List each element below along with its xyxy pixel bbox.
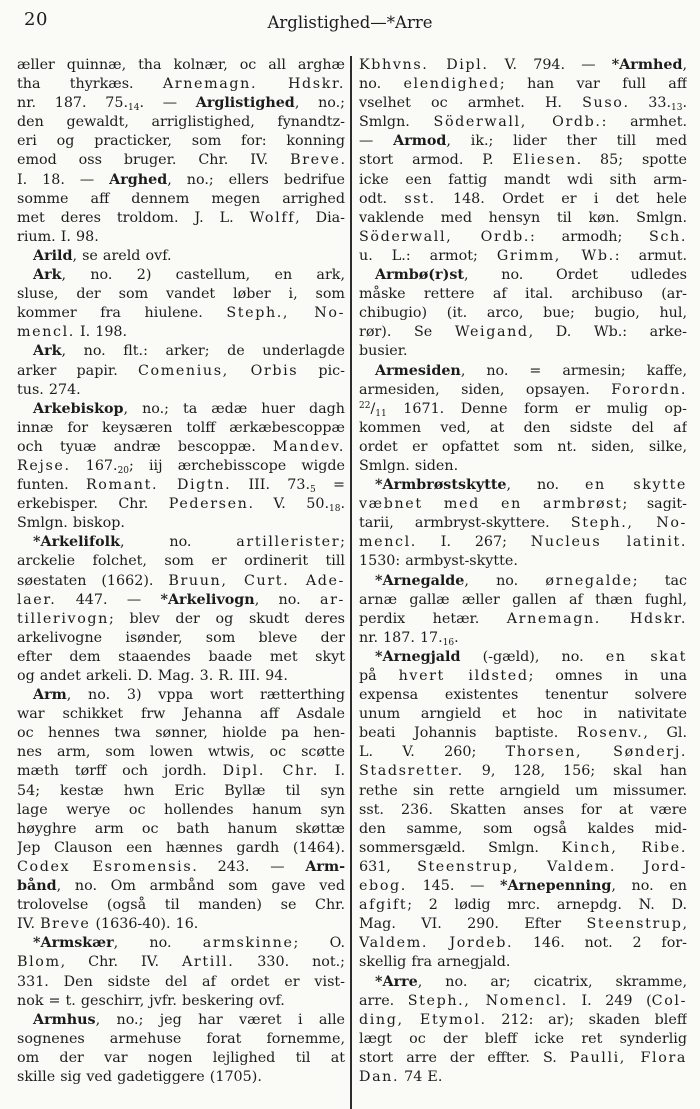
text-line: Mag. VI. 290. Efter Steenstrup, xyxy=(359,916,687,933)
text-line: skellig fra arnegjald. xyxy=(359,954,511,971)
text-line: unum arngield et hoc in nativitate xyxy=(359,706,687,723)
text-line: vselhet oc armhet. H. Suso. $33._{13}$. xyxy=(359,95,687,114)
text-line: 331. Den sidste del af ordet er vist- xyxy=(17,973,345,990)
text-line: sluse, der som vandet løber i, som xyxy=(17,286,345,303)
text-line: ebog. 145. — *Arnepenning, no. en xyxy=(359,878,687,895)
text-line: somme aff dennem megen arrighed xyxy=(17,190,345,207)
text-line: Arild, se areld ovf. xyxy=(33,247,172,264)
text-line: kommer fra hiulene. Steph., No- xyxy=(17,305,345,322)
text-line: erkebisper. Chr. Pedersen. V. $50._{18}$. xyxy=(17,496,345,515)
text-line: æller quinnæ, tha kolnær, oc all arghæ xyxy=(17,57,345,73)
text-line: — Armod, ik.; lider ther till med xyxy=(359,133,687,150)
text-line: Jep Clauson een hænnes gardh (1464). xyxy=(17,839,345,856)
text-line: innæ for keysæren tolff ærkæbescoppæ xyxy=(17,419,345,436)
text-line: efter dem staaendes baade met skyt xyxy=(17,648,345,665)
text-line: den gewaldt, arriglistighed, fynandtz- xyxy=(17,114,345,131)
text-line: Armesiden, no. = armesin; kaffe, xyxy=(375,362,687,379)
text-line: arker papir. Comenius, Orbis pic- xyxy=(17,362,345,379)
column-divider-rule xyxy=(350,56,352,1109)
text-line: chibugio) (it. arco, bue; bugio, hul, xyxy=(359,305,687,322)
text-line: måske rettere af ital. archibuso (ar- xyxy=(359,286,687,303)
text-line: høyghre arm oc bath hanum skøttæ xyxy=(17,820,345,837)
text-line: vaklende med hensyn til køn. Smlgn. xyxy=(359,209,687,226)
text-line: war schikket frw Jehanna aff Asdale xyxy=(17,706,345,723)
text-line: mæth tørff och jordh. Dipl. Chr. I. xyxy=(17,763,345,780)
text-line: *Arkelifolk, no. artillerister; xyxy=(33,534,345,551)
page-number: 20 xyxy=(24,9,48,30)
text-line: rethe sin rette arngield um missumer. xyxy=(359,782,687,799)
text-line: afgift; 2 lødig mrc. arnepdg. N. D. xyxy=(359,897,687,914)
text-line: Smlgn. siden. xyxy=(359,457,459,474)
text-line: Armbø(r)st, no. Ordet udledes xyxy=(375,267,687,284)
text-line: Codex Esromensis. 243. — Arm- xyxy=(17,858,345,875)
text-line: *Arnegjald (-gæld), no. en skat xyxy=(375,648,687,665)
text-line: nes arm, som lowen wtwis, oc scøtte xyxy=(17,744,345,761)
text-line: tus. 274. xyxy=(17,381,81,398)
text-line: laer. 447. — *Arkelivogn, no. ar- xyxy=(17,591,345,608)
text-line: sst. 236. Skatten anses for at være xyxy=(359,801,687,818)
text-line: arkelivogne isønder, som bleve der xyxy=(17,629,345,646)
text-line: IV. Breve (1636-40). 16. xyxy=(17,916,199,933)
text-line: odt. sst. 148. Ordet er i det hele xyxy=(359,190,687,207)
text-line: ordet er opfattet som nt. siden, silke, xyxy=(359,438,687,455)
text-line: L. V. 260; Thorsen, Sønderj. xyxy=(359,744,687,761)
text-line: expensa existentes tenentur solvere xyxy=(359,687,687,704)
text-line: Dan. 74 E. xyxy=(359,1068,443,1085)
text-line: Söderwall, Ordb.: armodh; Sch. xyxy=(359,228,687,245)
text-line: armesiden, siden, opsayen. Forordn. xyxy=(359,381,687,398)
text-line: *Armbrøstskytte, no. en skytte xyxy=(375,477,687,494)
text-line: Rejse. $167._{20}$; iij ærchebisscope wigde xyxy=(17,457,345,476)
text-line: Ark, no. flt.: arker; de underlagde xyxy=(33,343,345,360)
text-line: 1530: armbyst-skytte. xyxy=(359,553,518,570)
text-line: Ark, no. 2) castellum, en ark, xyxy=(33,267,345,284)
text-line: *Armskær, no. armskinne; O. xyxy=(33,935,345,952)
text-line: funten. Romant. Digtn. III. $73._5$ = xyxy=(17,477,345,496)
text-line: arre. Steph., Nomencl. I. 249 (Col- xyxy=(359,992,687,1009)
text-line: om der var nogen lejlighed til at xyxy=(17,1049,345,1066)
text-line: Blom, Chr. IV. Artill. 330. not.; xyxy=(17,954,345,971)
text-line: og andet arkeli. D. Mag. 3. R. III. 94. xyxy=(17,668,288,684)
text-line: rør). Se Weigand, D. Wb.: arke- xyxy=(359,324,687,341)
text-line: arnæ gallæ æller gallen af thæn fughl, xyxy=(359,591,687,608)
text-line: sognenes armehuse forat fornemme, xyxy=(17,1030,345,1047)
text-line: væbnet med en armbrøst; sagit- xyxy=(359,496,687,513)
text-line: och tyuæ andræ bescoppæ. Mandev. xyxy=(17,438,345,455)
text-line: mencl. I. 267; Nucleus latinit. xyxy=(359,534,687,551)
text-line: lægt oc der bleff icke ret synderlig xyxy=(359,1030,687,1047)
text-line: oc hennes twa sønner, hiolde pa hen- xyxy=(17,725,345,742)
text-line: tha thyrkæs. Arnemagn. Hdskr. xyxy=(17,76,345,93)
column-right xyxy=(359,56,687,1087)
text-line: no. elendighed; han var full aff xyxy=(359,76,687,93)
text-line: 631, Steenstrup, Valdem. Jord- xyxy=(359,858,687,875)
text-line: Smlgn. Söderwall, Ordb.: armhet. xyxy=(359,114,687,131)
text-line: arckelie folchet, som er ordinerit till xyxy=(17,553,345,570)
text-line: *Arnegalde, no. ørnegalde; tac xyxy=(375,572,687,589)
text-line: Smlgn. biskop. xyxy=(17,515,125,532)
text-line: ding, Etymol. 212: ar); skaden bleff xyxy=(359,1011,687,1028)
text-line: eri og practicker, som for: konning xyxy=(17,133,345,150)
text-line: emod oss bruger. Chr. IV. Breve. xyxy=(17,152,345,169)
text-line: icke een fattig mandt wdi sith arm- xyxy=(359,171,687,188)
text-line: Valdem. Jordeb. 146. not. 2 for- xyxy=(359,935,687,952)
text-line: Kbhvns. Dipl. V. 794. — *Armhed, xyxy=(359,57,687,73)
text-line: stort arre der effter. S. Paulli, Flora xyxy=(359,1049,687,1066)
text-line: kommen ved, at den sidste del af xyxy=(359,419,687,436)
text-line: 54; kestæ hwn Eric Byllæ til syn xyxy=(17,782,345,799)
text-line: tarii, armbryst-skyttere. Steph., No- xyxy=(359,515,687,532)
text-line: rium. I. 98. xyxy=(17,228,99,245)
text-line: bånd, no. Om armbånd som gave ved xyxy=(17,878,345,895)
text-line: Stadsretter. 9, 128, 156; skal han xyxy=(359,763,687,780)
text-line: nok = t. geschirr, jvfr. beskering ovf. xyxy=(17,992,285,1009)
text-line: busier. xyxy=(359,343,408,360)
text-line: skille sig ved gadetiggere (1705). xyxy=(17,1068,262,1085)
text-line: søestaten (1662). Bruun, Curt. Ade- xyxy=(17,572,345,589)
column-left xyxy=(17,56,345,1087)
text-line: perdix hetær. Arnemagn. Hdskr. xyxy=(359,610,687,627)
text-line: nr. 187. $75._{14}$. — Arglistighed, no.; xyxy=(17,95,345,114)
text-line: trolovelse (også til manden) se Chr. xyxy=(17,897,345,914)
text-line: Arm, no. 3) vppa wort rætterthing xyxy=(33,687,345,704)
text-line: sommersgæld. Smlgn. Kinch, Ribe. xyxy=(359,839,687,856)
text-line: beati Johannis baptiste. Rosenv., Gl. xyxy=(359,725,687,742)
text-line: met deres troldom. J. L. Wolff, Dia- xyxy=(17,209,345,226)
text-line: $^{22}/_{11}$ 1671. Denne form er mulig op- xyxy=(359,400,687,419)
text-line: på hvert ildsted; omnes in una xyxy=(359,668,687,684)
header-title: Arglistighed—*Arre xyxy=(267,13,433,32)
text-line: stort armod. P. Eliesen. 85; spotte xyxy=(359,152,687,169)
text-line: tillerivogn; blev der og skudt deres xyxy=(17,610,345,627)
text-line: *Arre, no. ar; cicatrix, skramme, xyxy=(375,973,687,990)
text-line: den samme, som også kaldes mid- xyxy=(359,820,687,837)
text-line: mencl. I. 198. xyxy=(17,324,128,341)
text-line: I. 18. — Arghed, no.; ellers bedrifue xyxy=(17,171,345,188)
text-line: Armhus, no.; jeg har været i alle xyxy=(33,1011,345,1028)
text-line: nr. 187. $17._{16}$. xyxy=(359,629,459,648)
text-line: lage werye oc hollendes hanum syn xyxy=(17,801,345,818)
text-line: Arkebiskop, no.; ta ædæ huer dagh xyxy=(33,400,345,417)
text-line: u. L.: armot; Grimm, Wb.: armut. xyxy=(359,247,687,264)
